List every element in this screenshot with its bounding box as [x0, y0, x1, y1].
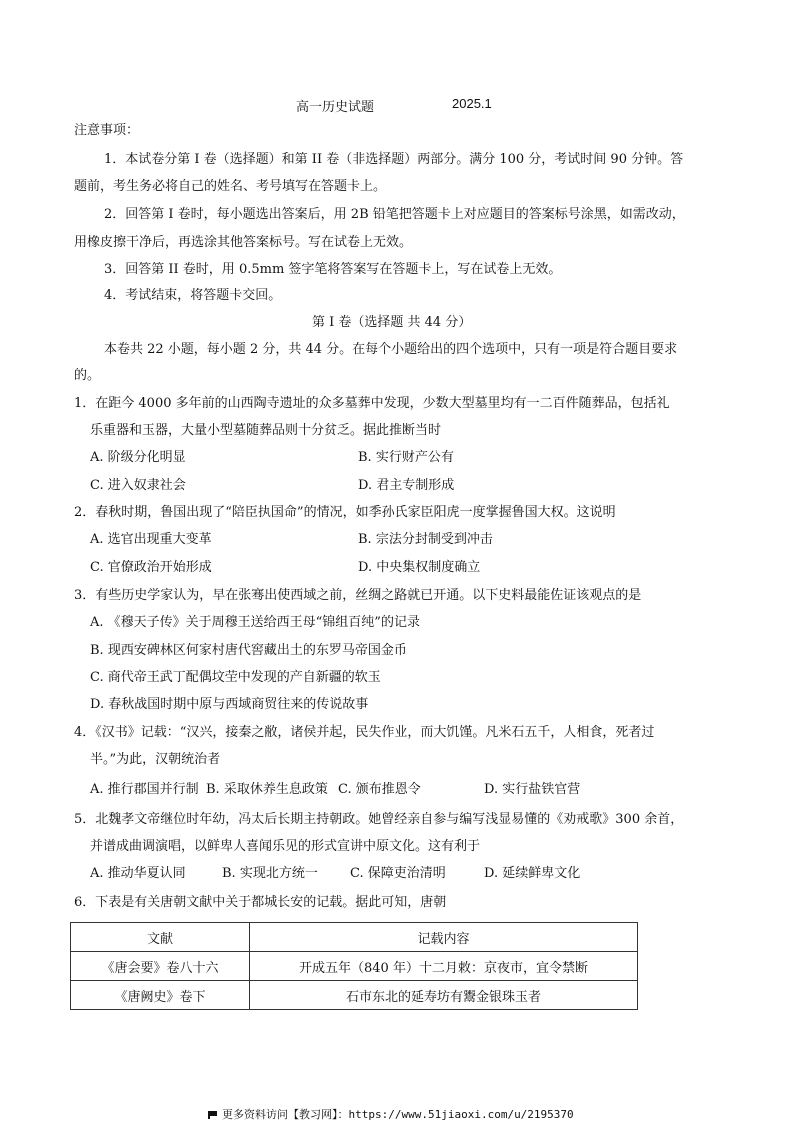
- option: C. 进入奴隶社会: [90, 478, 186, 493]
- notice-line: 2．回答第 I 卷时，每小题选出答案后，用 2B 铅笔把答题卡上对应题目的答案标号涂黑，如需改动，: [104, 207, 685, 222]
- question-stem: 6．下表是有关唐朝文献中关于都城长安的记载。据此可知，唐朝: [74, 895, 447, 910]
- option: C. 商代帝王武丁配偶坟茔中发现的产自新疆的软玉: [90, 670, 381, 685]
- notice-line: 4．考试结束，将答题卡交回。: [104, 288, 282, 303]
- question-stem: 4．《汉书》记载：“汉兴，接秦之敝，诸侯并起，民失作业，而大饥馑。凡米石五千，人相食，死者过: [74, 725, 655, 740]
- option: B. 采取休养生息政策: [206, 782, 328, 797]
- option: B. 宗法分封制受到冲击: [358, 532, 493, 547]
- option: D. 君主专制形成: [358, 478, 455, 493]
- option: B. 实行财产公有: [358, 450, 454, 465]
- paper-date: 2025.1: [452, 96, 492, 111]
- table-row: [71, 952, 638, 981]
- paper-title: 高一历史试题: [296, 100, 375, 115]
- question-stem: 并谱成曲调演唱，以鲜卑人喜闻乐见的形式宣讲中原文化。这有利于: [90, 839, 481, 854]
- table-header-row: [71, 923, 638, 952]
- option: B. 现西安碑林区何家村唐代窖藏出土的东罗马帝国金币: [90, 643, 407, 658]
- notice-line: 3．回答第 II 卷时，用 0.5mm 签字笔将答案写在答题卡上，写在试卷上无效。: [104, 262, 562, 277]
- section-intro: 本卷共 22 小题，每小题 2 分，共 44 分。在每个小题给出的四个选项中，只有一项是符合题目要求: [104, 342, 678, 357]
- question-stem: 半。”为此，汉朝统治者: [90, 752, 221, 767]
- table-header-cell: 文献: [71, 923, 250, 952]
- option: A. 推动华夏认同: [90, 866, 186, 881]
- option: C. 颁布推恩令: [338, 782, 421, 797]
- notice-line: 用橡皮擦干净后，再选涂其他答案标号。写在试卷上无效。: [74, 235, 413, 250]
- question-stem: 5．北魏孝文帝继位时年幼，冯太后长期主持朝政。她曾经亲自参与编写浅显易懂的《劝戒歌》300 余首，: [74, 812, 684, 827]
- table-cell: 《唐会要》卷八十六: [71, 952, 250, 981]
- option: D. 春秋战国时期中原与西域商贸往来的传说故事: [90, 697, 369, 712]
- option: A. 阶级分化明显: [90, 450, 186, 465]
- option: C. 官僚政治开始形成: [90, 560, 212, 575]
- option: A. 推行郡国并行制: [90, 782, 199, 797]
- footer-text: 更多资料访问【教习网】：https://www.51jiaoxi.com/u/2195370: [222, 1108, 574, 1121]
- table-cell: 石市东北的延寿坊有鬻金银珠玉者: [250, 981, 638, 1010]
- option: B. 实现北方统一: [222, 866, 318, 881]
- flag-icon: [208, 1111, 218, 1119]
- table-cell: 开成五年（840 年）十二月敕：京夜市，宜令禁断: [250, 952, 638, 981]
- option: A. 《穆天子传》关于周穆王送给西王母“锦组百纯”的记录: [90, 615, 420, 630]
- table-header-cell: 记载内容: [250, 923, 638, 952]
- notice-line: 题前，考生务必将自己的姓名、考号填写在答题卡上。: [74, 179, 387, 194]
- option: D. 延续鲜卑文化: [484, 866, 581, 881]
- records-table: [70, 922, 638, 1010]
- option: A. 选官出现重大变革: [90, 532, 212, 547]
- option: D. 中央集权制度确立: [358, 560, 481, 575]
- option: D. 实行盐铁官营: [484, 782, 581, 797]
- table-cell: 《唐阙史》卷下: [71, 981, 250, 1010]
- question-stem: 3．有些历史学家认为，早在张骞出使西域之前，丝绸之路就已开通。以下史料最能佐证该观点的是: [74, 588, 642, 603]
- option: C. 保障吏治清明: [350, 866, 446, 881]
- notice-line: 1．本试卷分第 I 卷（选择题）和第 II 卷（非选择题）两部分。满分 100 分，考试时间 90 分钟。答: [104, 152, 684, 167]
- section-intro: 的。: [74, 368, 101, 383]
- question-stem: 乐重器和玉器，大量小型墓随葬品则十分贫乏。据此推断当时: [90, 423, 442, 438]
- notice-heading: 注意事项：: [74, 123, 140, 138]
- question-stem: 1．在距今 4000 多年前的山西陶寺遗址的众多墓葬中发现，少数大型墓里均有一二百件随葬品，包括礼: [74, 396, 670, 411]
- footer-link[interactable]: [208, 1106, 574, 1122]
- table-row: [71, 981, 638, 1010]
- section-title: 第 I 卷（选择题 共 44 分）: [312, 315, 472, 330]
- question-stem: 2．春秋时期，鲁国出现了“陪臣执国命”的情况，如季孙氏家臣阳虎一度掌握鲁国大权。这说明: [74, 505, 616, 520]
